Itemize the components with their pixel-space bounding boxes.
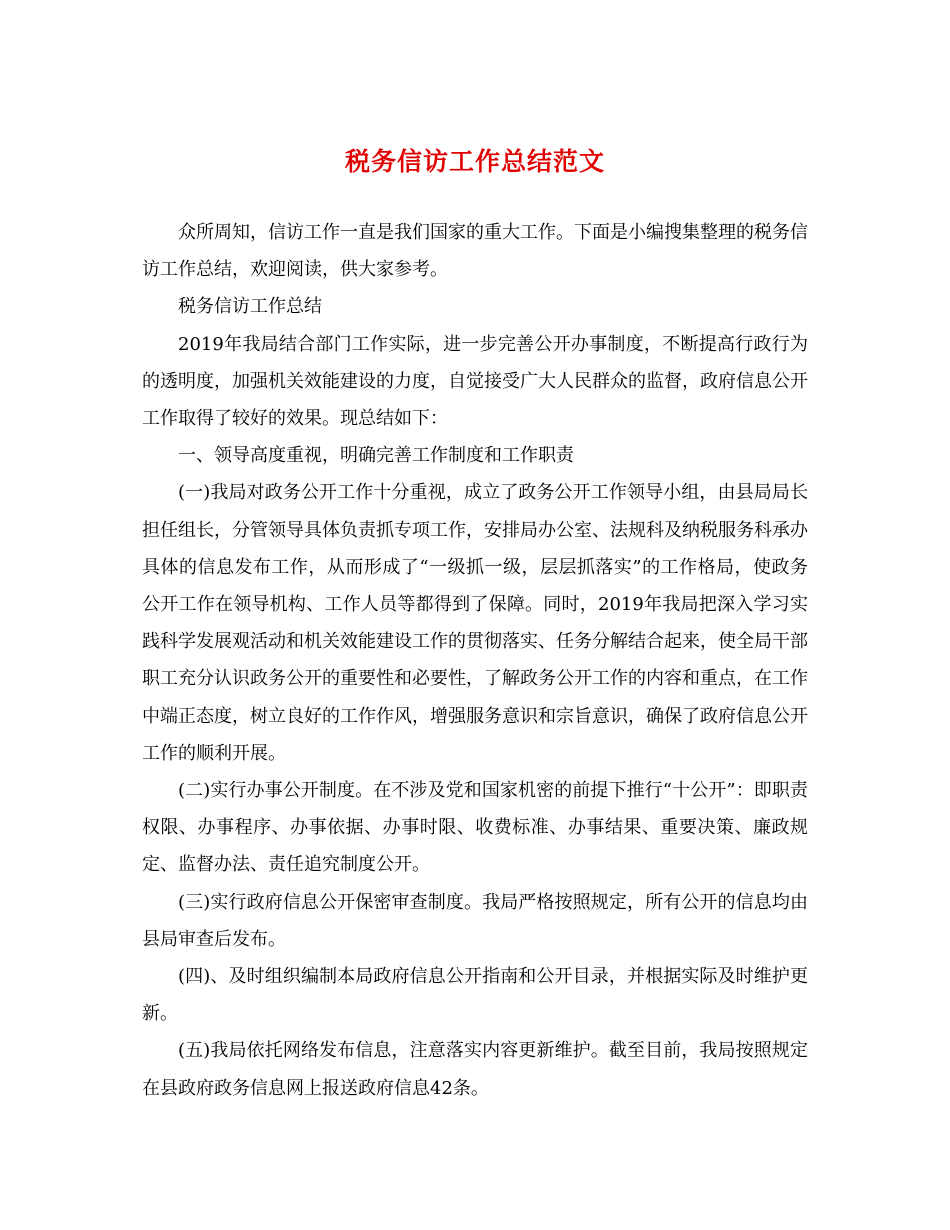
- paragraph-overview: 2019年我局结合部门工作实际，进一步完善公开办事制度，不断提高行政行为的透明度，加强机关效能建设的力度，自觉接受广大人民群众的监督，政府信息公开工作取得了较好的效果。现总结如下：: [142, 333, 808, 430]
- paragraph-item-3: (三)实行政府信息公开保密审查制度。我局严格按照规定，所有公开的信息均由县局审查后发布。: [142, 891, 808, 950]
- paragraph-item-4: (四)、及时组织编制本局政府信息公开指南和公开目录，并根据实际及时维护更新。: [142, 966, 808, 1025]
- section-heading-1: 一、领导高度重视，明确完善工作制度和工作职责: [178, 445, 574, 467]
- document-title: 税务信访工作总结范文: [344, 147, 605, 176]
- paragraph-item-5: (五)我局依托网络发布信息，注意落实内容更新维护。截至目前，我局按照规定在县政府政务信息网上报送政府信息42条。: [142, 1040, 808, 1099]
- document-body: [142, 214, 808, 1107]
- paragraph-item-1: (一)我局对政务公开工作十分重视，成立了政务公开工作领导小组，由县局局长担任组长，分管领导具体负责抓专项工作，安排局办公室、法规科及纳税服务科承办具体的信息发布工作，从而形成了“一级抓一级，层层抓落实”的工作格局，使政务公开工作在领导机构、工作人员等都得到了保障。同时，2019年我局把深入学习实践科学发展观活动和机关效能建设工作的贯彻落实、任务分解结合起来，使全局干部职工充分认识政务公开的重要性和必要性，了解政务公开工作的内容和重点，在工作中端正态度，树立良好的工作作风，增强服务意识和宗旨意识，确保了政府信息公开工作的顺利开展。: [142, 482, 808, 764]
- paragraph-item-2: (二)实行办事公开制度。在不涉及党和国家机密的前提下推行“十公开”：即职责权限、办事程序、办事依据、办事时限、收费标准、办事结果、重要决策、廉政规定、监督办法、责任追究制度公开。: [142, 780, 808, 876]
- paragraph-subtitle: 税务信访工作总结: [178, 296, 322, 318]
- paragraph-intro: 众所周知，信访工作一直是我们国家的重大工作。下面是小编搜集整理的税务信访工作总结，欢迎阅读，供大家参考。: [142, 222, 808, 281]
